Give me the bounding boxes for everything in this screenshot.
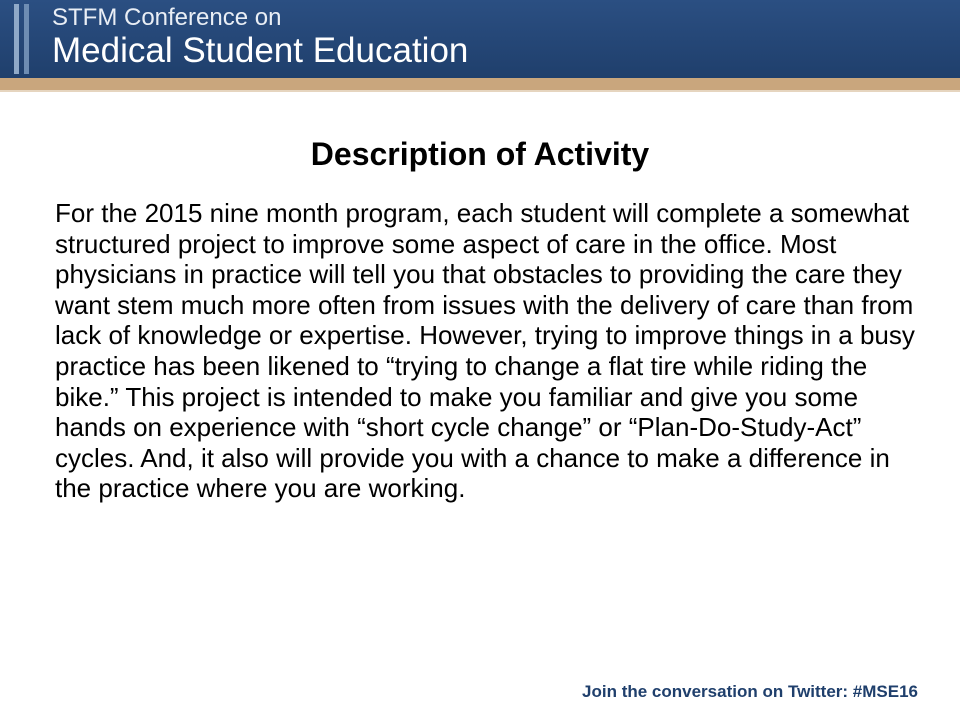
header-stripe-thin bbox=[0, 90, 960, 92]
conference-name-line2: Medical Student Education bbox=[52, 31, 469, 70]
header-accent-bar bbox=[24, 4, 29, 74]
conference-header bbox=[0, 0, 960, 78]
header-stripe bbox=[0, 78, 960, 90]
header-accent-bar bbox=[14, 4, 19, 74]
twitter-footer: Join the conversation on Twitter: #MSE16 bbox=[582, 682, 918, 701]
slide-body-text: For the 2015 nine month program, each student will complete a somewhat structured project to improve some aspect of care in the office. Most physicians in practice will tell you that obstacles to providing the care they want stem much more often from issues with the delivery of care than from lack of knowledge or expertise. However, trying to improve things in a busy practice has been likened to “trying to change a flat tire while riding the bike.” This project is intended to make you familiar and give you some hands on experience with “short cycle change” or “Plan-Do-Study-Act” cycles. And, it also will provide you with a chance to make a difference in the practice where you are working. bbox=[55, 198, 915, 504]
conference-name-line1: STFM Conference on bbox=[52, 4, 282, 31]
slide-title: Description of Activity bbox=[310, 136, 650, 172]
